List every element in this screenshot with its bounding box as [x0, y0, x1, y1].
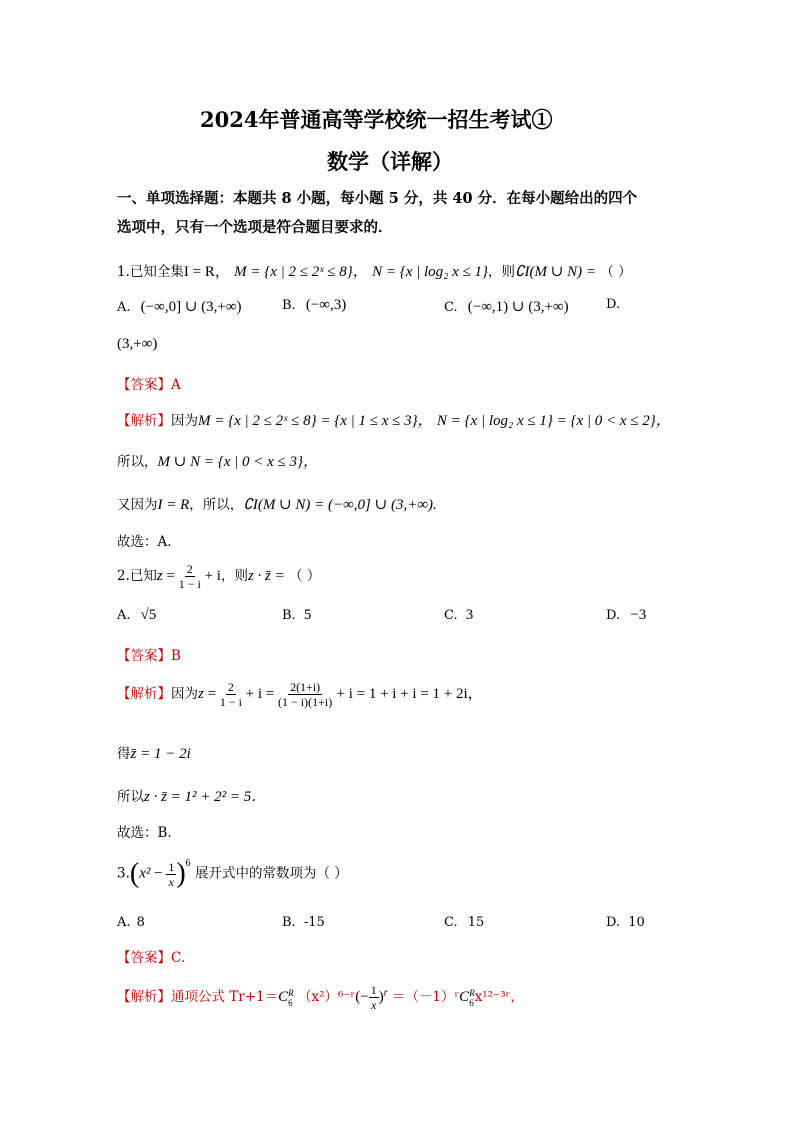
q1-set-n: N = {x | log₂ x ≤ 1}: [372, 264, 488, 280]
q2-answer: [117, 644, 181, 664]
q1-analysis-1n: N = {x | log₂ x ≤ 1} = {x | 0 < x ≤ 2}，: [436, 413, 671, 429]
q1-analysis-2m: M ∪ N = {x | 0 < x ≤ 3}，: [157, 454, 318, 470]
q1-option-d-text: (3,+∞): [117, 336, 158, 352]
q2-analysis-3: 所以: [117, 789, 144, 805]
q2-paren: （ ）: [289, 568, 321, 584]
q3-stem: 3.(x² − $\frac{1}{x}$ )$^6$ 展开式中的常数项为（ ）: [117, 858, 348, 889]
q3-option-d-text: 10: [628, 915, 645, 930]
q1-universe: I = R，: [183, 264, 230, 280]
q3-stem-a: 3.: [117, 865, 130, 882]
q2-fraction: $\frac{2}{1 - i}$: [178, 562, 201, 591]
q1-option-b-text: (−∞,3): [305, 297, 347, 313]
q3-analysis-tag: 【解析】: [117, 989, 171, 1005]
q1-stem-a: 1.已知全集: [117, 264, 184, 280]
q3-analysis-1: 通项公式 Tr+1＝: [171, 989, 279, 1005]
q2-analysis-line1: 【解析】因为z = $\frac{2}{1 - i}$ + i = $\frac{2(1+i)}{(1 - i)(1+i)}$ + i = 1 + i + i = 1 + 2i，: [117, 680, 483, 709]
q2-option-c-label: C.: [444, 608, 458, 623]
q2-analysis-1end: + i = 1 + i + i = 1 + 2i，: [336, 686, 483, 702]
q1-analysis-3b: ，所以，: [189, 497, 244, 513]
q1-paren: （ ）: [600, 264, 632, 280]
q2-analysis-2m: z̄ = 1 − 2i: [130, 746, 191, 762]
q2-zzbar: z · z̄ =: [247, 568, 285, 584]
q1-option-c: [444, 297, 569, 316]
q1-analysis-1m: M = {x | 2 ≤ 2ˣ ≤ 8} = {x | 1 ≤ x ≤ 3}，: [198, 413, 433, 429]
q1-analysis-line3: [117, 493, 437, 514]
q2-analysis-frac2: $\frac{2(1+i)}{(1 - i)(1+i)}$: [278, 680, 333, 709]
q1-set-m: M = {x | 2 ≤ 2ˣ ≤ 8}，: [234, 264, 368, 280]
q3-analysis-line1: 【解析】通项公式 Tr+1＝C R 6 （x²）⁶⁻ʳ(− $\frac{1}{x}$ )$^r$ ＝（－1）ʳC R 6 x¹²⁻³ʳ，: [117, 983, 524, 1012]
q2-conclusion: 故选：B.: [117, 825, 172, 841]
q2-answer-value: B: [171, 648, 181, 664]
q3-stem-b: 展开式中的常数项为（ ）: [194, 865, 348, 882]
page-title: 2024年普通高等学校统一招生考试①: [200, 107, 553, 132]
q3-option-d-label: D.: [606, 915, 621, 930]
q2-option-d: [606, 607, 646, 624]
section-heading-line1: 一、单项选择题：本题共 8 小题，每小题 5 分，共 40 分．在每小题给出的四个: [117, 190, 638, 207]
q2-option-c: [444, 607, 473, 624]
q3-option-b-label: B.: [282, 915, 296, 930]
q2-analysis-line3: [117, 785, 266, 806]
q3-analysis-1c: ＝（－1）ʳ: [391, 989, 460, 1005]
q3-answer-tag: 【答案】: [117, 950, 171, 966]
q1-analysis-tag: 【解析】: [117, 413, 171, 429]
q2-option-b-text: 5: [303, 607, 312, 623]
q3-option-a-label: A.: [117, 915, 131, 930]
q1-option-c-text: (−∞,1) ∪ (3,+∞): [467, 299, 569, 315]
q2-analysis-2: 得: [117, 746, 131, 762]
q2-analysis-1: 因为: [171, 686, 198, 702]
q3-option-a-text: 8: [136, 915, 145, 930]
q3-fraction: $\frac{1}{x}$: [168, 859, 175, 889]
q2-stem-b: ，则: [220, 568, 248, 584]
q3-option-c-text: 15: [467, 915, 485, 930]
q1-option-c-label: C.: [444, 300, 458, 315]
q2-analysis-tag: 【解析】: [117, 686, 171, 702]
q2-analysis-3m: z · z̄ = 1² + 2² = 5．: [144, 789, 267, 805]
q2-answer-tag: 【答案】: [117, 648, 171, 664]
q1-option-a-label: A.: [117, 300, 131, 315]
q3-option-d: [606, 915, 645, 930]
q3-option-b: [282, 915, 325, 930]
q1-option-b: [282, 297, 346, 314]
q1-answer: [117, 373, 181, 393]
q2-stem: 2.已知z = $\frac{2}{1 - i}$ + i，则z · z̄ = （ ）: [117, 562, 321, 591]
page-subtitle: 数学（详解）: [327, 149, 453, 174]
q1-option-a: [117, 297, 242, 316]
q1-analysis-3: 又因为: [117, 497, 158, 513]
q1-option-d-label: D.: [606, 297, 621, 312]
q3-option-b-text: -15: [303, 915, 325, 930]
q3-answer: [117, 946, 185, 966]
q1-analysis-line1: [117, 409, 671, 430]
q1-analysis-1: 因为: [171, 413, 198, 429]
q1-option-a-text: (−∞,0] ∪ (3,+∞): [140, 299, 242, 315]
q2-analysis-line2: [117, 742, 191, 763]
q2-option-d-label: D.: [606, 608, 621, 623]
q3-analysis-1b: （x²）⁶⁻ʳ: [297, 989, 356, 1005]
q1-conclusion: 故选：A.: [117, 534, 172, 550]
q1-option-b-label: B.: [282, 298, 296, 313]
q3-answer-value: C.: [171, 950, 186, 966]
q2-stem-a: 2.已知: [117, 568, 157, 584]
q3-option-c: [444, 915, 484, 930]
q1-analysis-line2: [117, 450, 318, 471]
q2-option-c-text: 3: [465, 607, 474, 623]
q1-answer-value: A: [171, 377, 181, 393]
q1-stem: [117, 260, 632, 281]
q1-stem-b: ，则: [488, 264, 515, 280]
section-heading-line2: 选项中，只有一个选项是符合题目要求的．: [117, 219, 393, 236]
q3-option-c-label: C.: [444, 915, 458, 930]
q2-option-d-text: −3: [630, 607, 647, 623]
q3-analysis-1d: x¹²⁻³ʳ，: [474, 989, 524, 1005]
q2-option-a: [117, 607, 156, 624]
q1-expr: ∁I(M ∪ N) =: [515, 264, 596, 280]
q3-option-a: [117, 915, 145, 930]
q2-option-b-label: B.: [282, 608, 296, 623]
q1-analysis-3m: I = R: [157, 497, 190, 513]
q2-analysis-frac1: $\frac{2}{1 - i}$: [219, 680, 242, 709]
q2-option-a-text: √5: [140, 607, 157, 623]
q1-analysis-2: 所以，: [117, 454, 158, 470]
q3-analysis-frac: $\frac{1}{x}$: [370, 983, 377, 1012]
q2-option-a-label: A.: [117, 608, 131, 623]
q2-option-b: [282, 607, 311, 624]
q1-analysis-3c: ∁I(M ∪ N) = (−∞,0] ∪ (3,+∞).: [243, 497, 437, 513]
q1-answer-tag: 【答案】: [117, 377, 171, 393]
